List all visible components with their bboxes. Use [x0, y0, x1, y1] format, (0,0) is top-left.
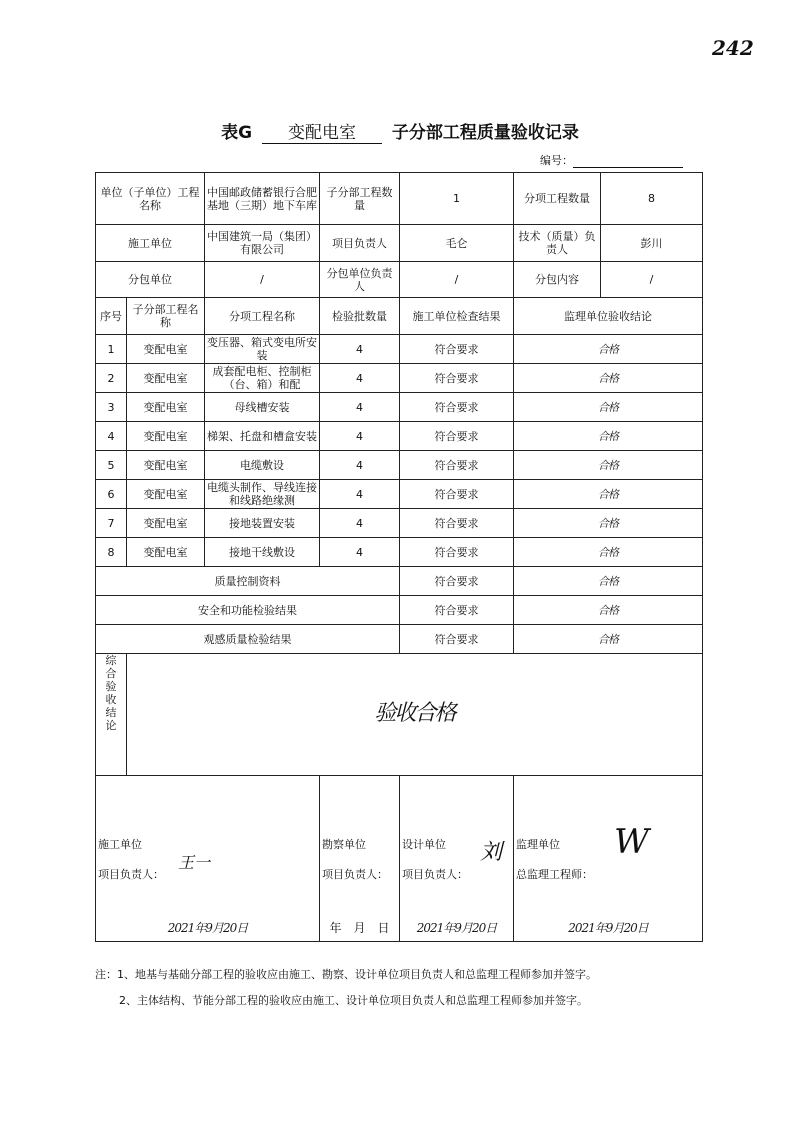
subcontractor-label: 分包单位 — [96, 262, 205, 298]
summary-row — [96, 625, 703, 654]
row-item-name: 接地装置安装 — [205, 509, 320, 538]
signature-supervisor[interactable] — [514, 776, 703, 942]
signature-survey[interactable] — [320, 776, 400, 942]
summary-result: 符合要求 — [400, 625, 514, 654]
table-row — [96, 422, 703, 451]
sig-date-contractor: 2021年9月20日 — [167, 921, 248, 935]
sig-unit-survey: 勘察单位 — [322, 838, 366, 851]
row-result: 符合要求 — [400, 509, 514, 538]
unit-label: 单位（子单位）工程名称 — [96, 173, 205, 225]
serial-input-line[interactable] — [573, 156, 683, 168]
signature-design[interactable] — [400, 776, 514, 942]
summary-label: 观感质量检验结果 — [96, 625, 400, 654]
signature-contractor[interactable] — [96, 776, 320, 942]
page-number: 242 — [712, 36, 754, 60]
table-row — [96, 364, 703, 393]
sig-unit-supervisor: 监理单位 — [516, 838, 560, 851]
row-sign[interactable]: 合格 — [514, 335, 703, 364]
header-contractor-result: 施工单位检查结果 — [400, 298, 514, 335]
sig-date-supervisor: 2021年9月20日 — [568, 921, 648, 935]
serial-label: 编号： — [540, 154, 573, 167]
row-result: 符合要求 — [400, 422, 514, 451]
footnotes — [95, 962, 735, 1014]
row-sign[interactable]: 合格 — [514, 538, 703, 567]
row-seq: 7 — [96, 509, 127, 538]
pm-label: 项目负责人 — [320, 225, 400, 262]
unit-value[interactable]: 中国邮政储蓄银行合肥基地（三期）地下车库 — [205, 173, 320, 225]
row-sub-name: 变配电室 — [127, 364, 205, 393]
sub-pm-value[interactable]: / — [400, 262, 514, 298]
header-item-name: 分项工程名称 — [205, 298, 320, 335]
row-batch: 4 — [320, 422, 400, 451]
row-result: 符合要求 — [400, 335, 514, 364]
summary-label: 质量控制资料 — [96, 567, 400, 596]
sig-person-survey: 项目负责人： — [322, 868, 388, 881]
row-sign[interactable]: 合格 — [514, 393, 703, 422]
summary-row — [96, 567, 703, 596]
row-seq: 6 — [96, 480, 127, 509]
pm-value[interactable]: 毛仑 — [400, 225, 514, 262]
info-row-1 — [96, 173, 703, 225]
row-sub-name: 变配电室 — [127, 393, 205, 422]
row-batch: 4 — [320, 335, 400, 364]
sig-scrawl-design: 刘 — [480, 840, 503, 865]
row-result: 符合要求 — [400, 480, 514, 509]
sub-pm-label: 分包单位负责人 — [320, 262, 400, 298]
table-row — [96, 509, 703, 538]
row-batch: 4 — [320, 480, 400, 509]
summary-rows — [96, 567, 703, 654]
header-sub-name: 子分部工程名称 — [127, 298, 205, 335]
table-row — [96, 538, 703, 567]
row-sub-name: 变配电室 — [127, 451, 205, 480]
sub-count-value[interactable]: 1 — [400, 173, 514, 225]
contractor-label: 施工单位 — [96, 225, 205, 262]
row-batch: 4 — [320, 364, 400, 393]
conclusion-label-text: 综 合 验 收 结 论 — [105, 654, 117, 732]
conclusion-label — [96, 654, 127, 776]
row-sub-name: 变配电室 — [127, 509, 205, 538]
row-sub-name: 变配电室 — [127, 335, 205, 364]
sig-unit-design: 设计单位 — [402, 838, 446, 851]
header-supervisor-conclusion: 监理单位验收结论 — [514, 298, 703, 335]
row-result: 符合要求 — [400, 451, 514, 480]
subcontractor-value[interactable]: / — [205, 262, 320, 298]
row-sign[interactable]: 合格 — [514, 480, 703, 509]
table-row — [96, 480, 703, 509]
row-sign[interactable]: 合格 — [514, 509, 703, 538]
row-sub-name: 变配电室 — [127, 480, 205, 509]
sig-date-design: 2021年9月20日 — [416, 921, 497, 935]
row-batch: 4 — [320, 509, 400, 538]
form-title — [0, 118, 800, 144]
serial-number-field — [540, 152, 683, 168]
sig-person-design: 项目负责人： — [402, 868, 468, 881]
conclusion-value: 验收合格 — [374, 700, 455, 726]
summary-sign[interactable]: 合格 — [514, 567, 703, 596]
sig-scrawl-contractor: 王一 — [178, 853, 211, 872]
summary-result: 符合要求 — [400, 567, 514, 596]
row-item-name: 变压器、箱式变电所安装 — [205, 335, 320, 364]
note-2: 2、主体结构、节能分部工程的验收应由施工、设计单位项目负责人和总监理工程师参加并签字。 — [119, 994, 588, 1007]
inspection-table — [95, 172, 703, 942]
row-item-name: 梯架、托盘和槽盒安装 — [205, 422, 320, 451]
row-item-name: 电缆敷设 — [205, 451, 320, 480]
title-suffix: 子分部工程质量验收记录 — [391, 123, 579, 143]
tech-value[interactable]: 彭川 — [601, 225, 703, 262]
row-batch: 4 — [320, 393, 400, 422]
sub-content-value[interactable]: / — [601, 262, 703, 298]
row-batch: 4 — [320, 451, 400, 480]
row-seq: 8 — [96, 538, 127, 567]
summary-sign[interactable]: 合格 — [514, 596, 703, 625]
sub-count-label: 子分部工程数量 — [320, 173, 400, 225]
sig-unit-contractor: 施工单位 — [98, 838, 142, 851]
row-seq: 3 — [96, 393, 127, 422]
tech-label: 技术（质量）负责人 — [514, 225, 601, 262]
row-batch: 4 — [320, 538, 400, 567]
sig-person-contractor: 项目负责人： — [98, 868, 164, 881]
header-row — [96, 298, 703, 335]
sig-date-survey: 年 月 日 — [329, 921, 390, 935]
row-item-name: 电缆头制作、导线连接和线路绝缘测 — [205, 480, 320, 509]
item-count-label: 分项工程数量 — [514, 173, 601, 225]
row-seq: 5 — [96, 451, 127, 480]
summary-label: 安全和功能检验结果 — [96, 596, 400, 625]
row-result: 符合要求 — [400, 393, 514, 422]
header-seq: 序号 — [96, 298, 127, 335]
row-sign[interactable]: 合格 — [514, 364, 703, 393]
conclusion-row — [96, 654, 703, 776]
summary-sign[interactable]: 合格 — [514, 625, 703, 654]
item-count-value[interactable]: 8 — [601, 173, 703, 225]
row-item-name: 接地干线敷设 — [205, 538, 320, 567]
signature-row — [96, 776, 703, 942]
info-row-3 — [96, 262, 703, 298]
info-row-2 — [96, 225, 703, 262]
conclusion-value-cell[interactable] — [127, 654, 703, 776]
sig-person-supervisor: 总监理工程师： — [516, 868, 593, 881]
sub-content-label: 分包内容 — [514, 262, 601, 298]
table-row — [96, 451, 703, 480]
row-seq: 4 — [96, 422, 127, 451]
row-item-name: 母线槽安装 — [205, 393, 320, 422]
summary-row — [96, 596, 703, 625]
contractor-value[interactable]: 中国建筑一局（集团）有限公司 — [205, 225, 320, 262]
title-prefix: 表G — [221, 123, 253, 143]
row-sign[interactable]: 合格 — [514, 451, 703, 480]
table-row — [96, 393, 703, 422]
data-rows — [96, 335, 703, 567]
row-sub-name: 变配电室 — [127, 538, 205, 567]
table-row — [96, 335, 703, 364]
header-batch: 检验批数量 — [320, 298, 400, 335]
row-sub-name: 变配电室 — [127, 422, 205, 451]
title-subsection[interactable]: 变配电室 — [262, 118, 382, 144]
sig-scrawl-supervisor: W — [614, 822, 649, 862]
row-result: 符合要求 — [400, 364, 514, 393]
row-item-name: 成套配电柜、控制柜（台、箱）和配 — [205, 364, 320, 393]
row-seq: 2 — [96, 364, 127, 393]
row-seq: 1 — [96, 335, 127, 364]
row-sign[interactable]: 合格 — [514, 422, 703, 451]
row-result: 符合要求 — [400, 538, 514, 567]
note-1: 注：1、地基与基础分部工程的验收应由施工、勘察、设计单位项目负责人和总监理工程师参加并签字。 — [95, 968, 597, 981]
summary-result: 符合要求 — [400, 596, 514, 625]
